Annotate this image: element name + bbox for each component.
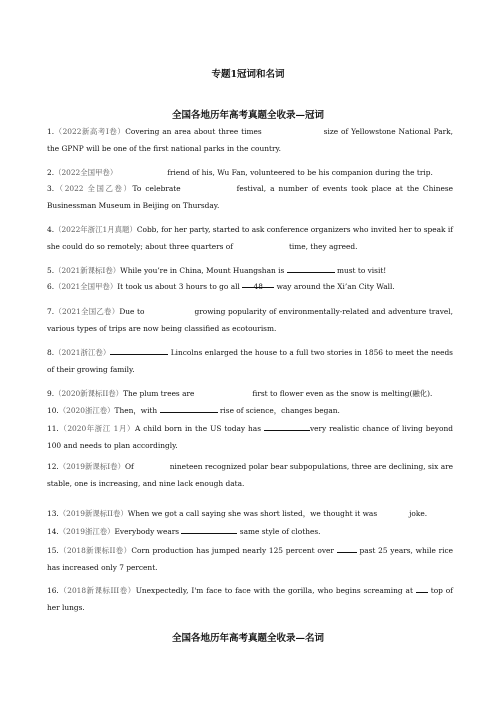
question-13: 13.（2019新课标II卷）When we got a call saying she was short listed，we thought it was joke.: [47, 509, 428, 518]
question-2: 2.（2022全国甲卷） friend of his, Wu Fan, volunteered to be his companion during the trip.: [47, 168, 433, 177]
question-11: 11.（2020年浙江 1月）A child born in the US today has very realistic chance of living beyond 100 and needs to plan accordingly.: [47, 424, 453, 450]
question-5: 5.（2021新课标I卷）While you’re in China, Mount Huangshan is must to visit!: [47, 266, 387, 275]
question-7: 7.（2021全国乙卷）Due to growing popularity of environmentally-related and adventure travel, various types of trips are now being classified as ecotourism.: [47, 307, 453, 333]
answer-blank[interactable]: 48: [242, 279, 274, 288]
answer-blank[interactable]: [110, 346, 168, 355]
question-9: 9.（2020新课标II卷）The plum trees are first to flower even as the snow is melting(融化).: [47, 389, 433, 398]
question-14: 14.（2019浙江卷）Everybody wears same style of clothes.: [47, 527, 321, 536]
question-15: 15.（2018新课标II卷）Corn production has jumped nearly 125 percent over past 25 years, while rice has increased only 7 percent.: [47, 546, 454, 572]
answer-blank[interactable]: [160, 404, 218, 413]
question-1: 1.（2022新高考I卷）Covering an area about three times size of Yellowstone National Park, the GPNP will be one of the first national parks in the country.: [47, 127, 453, 153]
question-12: 12.（2019新课标I卷）Of nineteen recognized polar bear subpopulations, three are declining, six are stable, one is increasing, and nine lack enough data.: [47, 462, 454, 488]
answer-blank[interactable]: [264, 422, 310, 431]
question-8: 8.（2021浙江卷） Lincolns enlarged the house to a full two stories in 1856 to meet the needs of their growing family.: [47, 348, 453, 374]
question-4: 4.（2022年浙江1月真题）Cobb, for her party, started to ask conference organizers who invited her to speak if she could do so remotely; about three quarters of time, they agreed.: [47, 225, 453, 251]
question-16: 16.（2018新课标III卷）Unexpectedly, I'm face to face with the gorilla, who begins screaming at top of her lungs.: [47, 586, 453, 612]
doc-title: 专题1冠词和名词: [211, 69, 285, 80]
answer-blank[interactable]: [416, 584, 428, 593]
question-6: 6.（2021全国甲卷）It took us about 3 hours to go all 48 way around the Xi’an City Wall.: [47, 279, 453, 296]
section-heading-nouns: 全国各地历年高考真题全收录—名词: [171, 633, 324, 644]
section-heading-articles: 全国各地历年高考真题全收录—冠词: [171, 110, 324, 121]
answer-blank[interactable]: [181, 525, 237, 534]
question-10: 10.（2020浙江卷）Then，with rise of science，changes began.: [47, 406, 340, 415]
answer-blank[interactable]: [337, 544, 357, 553]
answer-blank[interactable]: [287, 264, 335, 273]
question-3: 3.（2022 全国乙卷）To celebrate festival, a number of events took place at the Chinese Businessman Museum in Beijing on Thursday.: [47, 184, 453, 210]
